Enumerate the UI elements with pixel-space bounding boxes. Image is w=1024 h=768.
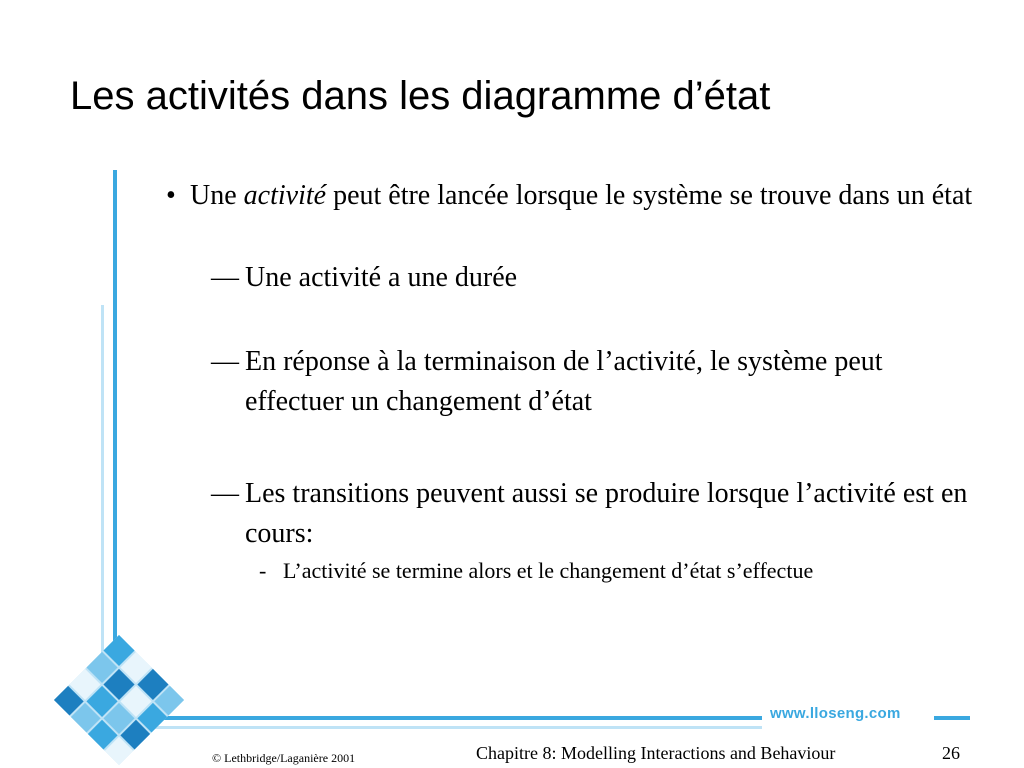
subsub-bullet [259, 556, 986, 586]
sub-marker: - [259, 558, 267, 583]
horizontal-accent-line-light [150, 726, 762, 729]
dash-marker: — [211, 346, 239, 377]
slide-body [166, 176, 986, 586]
sub-bullet [211, 342, 986, 422]
sub-bullet-text: En réponse à la terminaison de l’activité, le système peut effectuer un changement d’état [245, 346, 883, 417]
sub-bullet [211, 474, 986, 554]
main-bullet [166, 176, 986, 216]
main-bullet-suffix: peut être lancée lorsque le système se trouve dans un état [326, 180, 973, 211]
main-bullet-emphasis: activité [243, 180, 327, 211]
sub-bullet [211, 258, 986, 298]
page-number: 26 [942, 743, 960, 763]
diamond-logo-icon [44, 630, 194, 768]
website-link[interactable]: www.lloseng.com [770, 705, 901, 722]
subsub-bullet-text: L’activité se termine alors et le changement d’état s’effectue [283, 558, 814, 583]
vertical-accent-line-outer [113, 170, 117, 710]
footer-chapter: Chapitre 8: Modelling Interactions and Behaviour [476, 743, 836, 763]
bullet-marker: • [166, 180, 176, 211]
vertical-accent-line-inner [101, 305, 104, 665]
horizontal-accent-line-right [934, 716, 970, 720]
sub-bullet-text: Une activité a une durée [245, 262, 518, 293]
dash-marker: — [211, 478, 239, 509]
footer-copyright: © Lethbridge/Laganière 2001 [212, 751, 356, 765]
main-bullet-prefix: Une [190, 180, 244, 211]
horizontal-accent-line-main [150, 716, 762, 720]
dash-marker: — [211, 262, 239, 293]
slide-title: Les activités dans les diagramme d’état [70, 74, 771, 118]
sub-bullet-text: Les transitions peuvent aussi se produire lorsque l’activité est en cours: [245, 478, 968, 549]
